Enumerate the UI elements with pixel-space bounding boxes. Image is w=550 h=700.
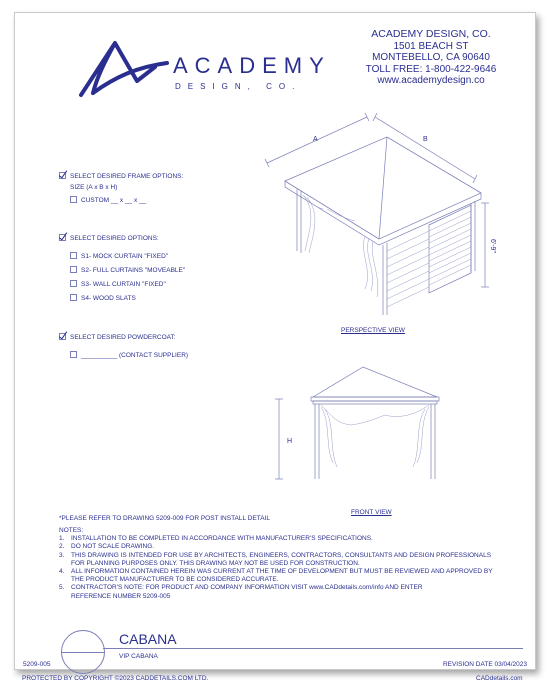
note-number	[59, 560, 71, 568]
academy-a-logo-icon	[75, 37, 171, 101]
front-view-drawing	[275, 363, 451, 489]
note-number	[59, 593, 71, 601]
drawing-sheet	[14, 12, 536, 670]
dimension-b-label: B	[423, 136, 428, 143]
copyright-footer: PROTECTED BY COPYRIGHT ©2023 CADDETAILS.COM LTD.	[22, 675, 209, 682]
note-line	[59, 584, 529, 592]
drawing-title: CABANA	[119, 631, 177, 647]
note-number	[59, 576, 71, 584]
note-number: 5.	[59, 584, 65, 592]
option-s4[interactable]: S4- WOOD SLATS	[70, 295, 136, 302]
title-symbol	[61, 630, 105, 674]
company-name: ACADEMY DESIGN, CO.	[371, 28, 491, 40]
company-address: 1501 BEACH ST	[393, 40, 469, 52]
note-number: 2.	[59, 543, 65, 551]
note-text: REFERENCE NUMBER 5209-005	[71, 592, 171, 600]
checked-checkbox-icon[interactable]	[59, 234, 66, 241]
company-info	[351, 29, 511, 87]
powdercoat-heading[interactable]: SELECT DESIRED POWDERCOAT:	[59, 334, 176, 341]
checked-checkbox-icon[interactable]	[59, 333, 66, 340]
option-s3[interactable]: S3- WALL CURTAIN "FIXED"	[70, 281, 166, 288]
frame-custom-option[interactable]: CUSTOM __ x __ x __	[70, 197, 146, 204]
frame-options-heading[interactable]: SELECT DESIRED FRAME OPTIONS:	[59, 173, 183, 180]
frame-size-label: SIZE (A x B x H)	[70, 184, 118, 191]
note-text: THIS DRAWING IS INTENDED FOR USE BY ARCHITECTS, ENGINEERS, CONTRACTORS, CONSULTANTS AND DESIGN PROFESSIONALS	[71, 551, 492, 559]
note-text: ALL INFORMATION CONTAINED HEREIN WAS CURRENT AT THE TIME OF DEVELOPMENT BUT MUST BE REVIEWED AND APPROVED BY	[71, 568, 493, 576]
note-number: 1.	[59, 535, 65, 543]
note-line	[59, 552, 529, 560]
company-phone: TOLL FREE: 1-800-422-9646	[365, 63, 497, 75]
company-website[interactable]: www.academydesign.co	[377, 75, 485, 86]
note-line	[59, 535, 529, 543]
dimension-h-label: H	[287, 438, 293, 445]
logo-tagline: DESIGN, CO.	[175, 82, 302, 91]
post-install-reference: *PLEASE REFER TO DRAWING 5209-009 FOR POST INSTALL DETAIL	[59, 515, 270, 522]
notes-block	[59, 527, 529, 601]
checked-checkbox-icon[interactable]	[59, 172, 66, 179]
revision-date: REVISION DATE 03/04/2023	[442, 661, 527, 668]
note-text: CONTRACTOR'S NOTE: FOR PRODUCT AND COMPANY INFORMATION VISIT www.CADdetails.com/info AND ENTER	[71, 584, 423, 592]
option-s2[interactable]: S2- FULL CURTAINS "MOVEABLE"	[70, 267, 185, 274]
powdercoat-option[interactable]: __________ (CONTACT SUPPLIER)	[70, 352, 188, 359]
dimension-a-label: A	[313, 136, 318, 143]
perspective-view-label: PERSPECTIVE VIEW	[341, 327, 405, 334]
checkbox-icon[interactable]	[70, 351, 77, 358]
logo-wordmark: ACADEMY	[173, 53, 331, 78]
note-text: THE PRODUCT MANUFACTURER TO BE CONSIDERED ACCURATE.	[71, 576, 279, 584]
note-line	[59, 568, 529, 576]
note-line	[59, 593, 529, 601]
dimension-height-label: 6'-9"	[489, 239, 496, 253]
checkbox-icon[interactable]	[70, 266, 77, 273]
checkbox-icon[interactable]	[70, 294, 77, 301]
option-s1[interactable]: S1- MOCK CURTAIN "FIXED"	[70, 253, 168, 260]
notes-heading: NOTES:	[59, 527, 84, 534]
note-text: FOR PLANNING PURPOSES ONLY. THIS DRAWING MAY NOT BE USED FOR CONSTRUCTION.	[71, 559, 360, 567]
perspective-view-drawing	[247, 111, 495, 321]
company-city: MONTEBELLO, CA 90640	[372, 52, 490, 63]
checkbox-icon[interactable]	[70, 196, 77, 203]
caddetails-brand[interactable]: CADdetails.com	[476, 675, 523, 682]
note-number: 3.	[59, 551, 65, 559]
front-view-label: FRONT VIEW	[351, 509, 392, 516]
drawing-number: 5209-005	[23, 661, 51, 668]
note-text: INSTALLATION TO BE COMPLETED IN ACCORDANCE WITH MANUFACTURER'S SPECIFICATIONS.	[71, 535, 373, 543]
checkbox-icon[interactable]	[70, 280, 77, 287]
drawing-subtitle: VIP CABANA	[119, 653, 158, 660]
note-line	[59, 543, 529, 551]
note-number: 4.	[59, 568, 65, 576]
options-heading[interactable]: SELECT DESIRED OPTIONS:	[59, 235, 159, 242]
note-line	[59, 576, 529, 584]
note-line	[59, 560, 529, 568]
checkbox-icon[interactable]	[70, 252, 77, 259]
title-divider	[103, 648, 523, 649]
note-text: DO NOT SCALE DRAWING.	[71, 543, 155, 551]
